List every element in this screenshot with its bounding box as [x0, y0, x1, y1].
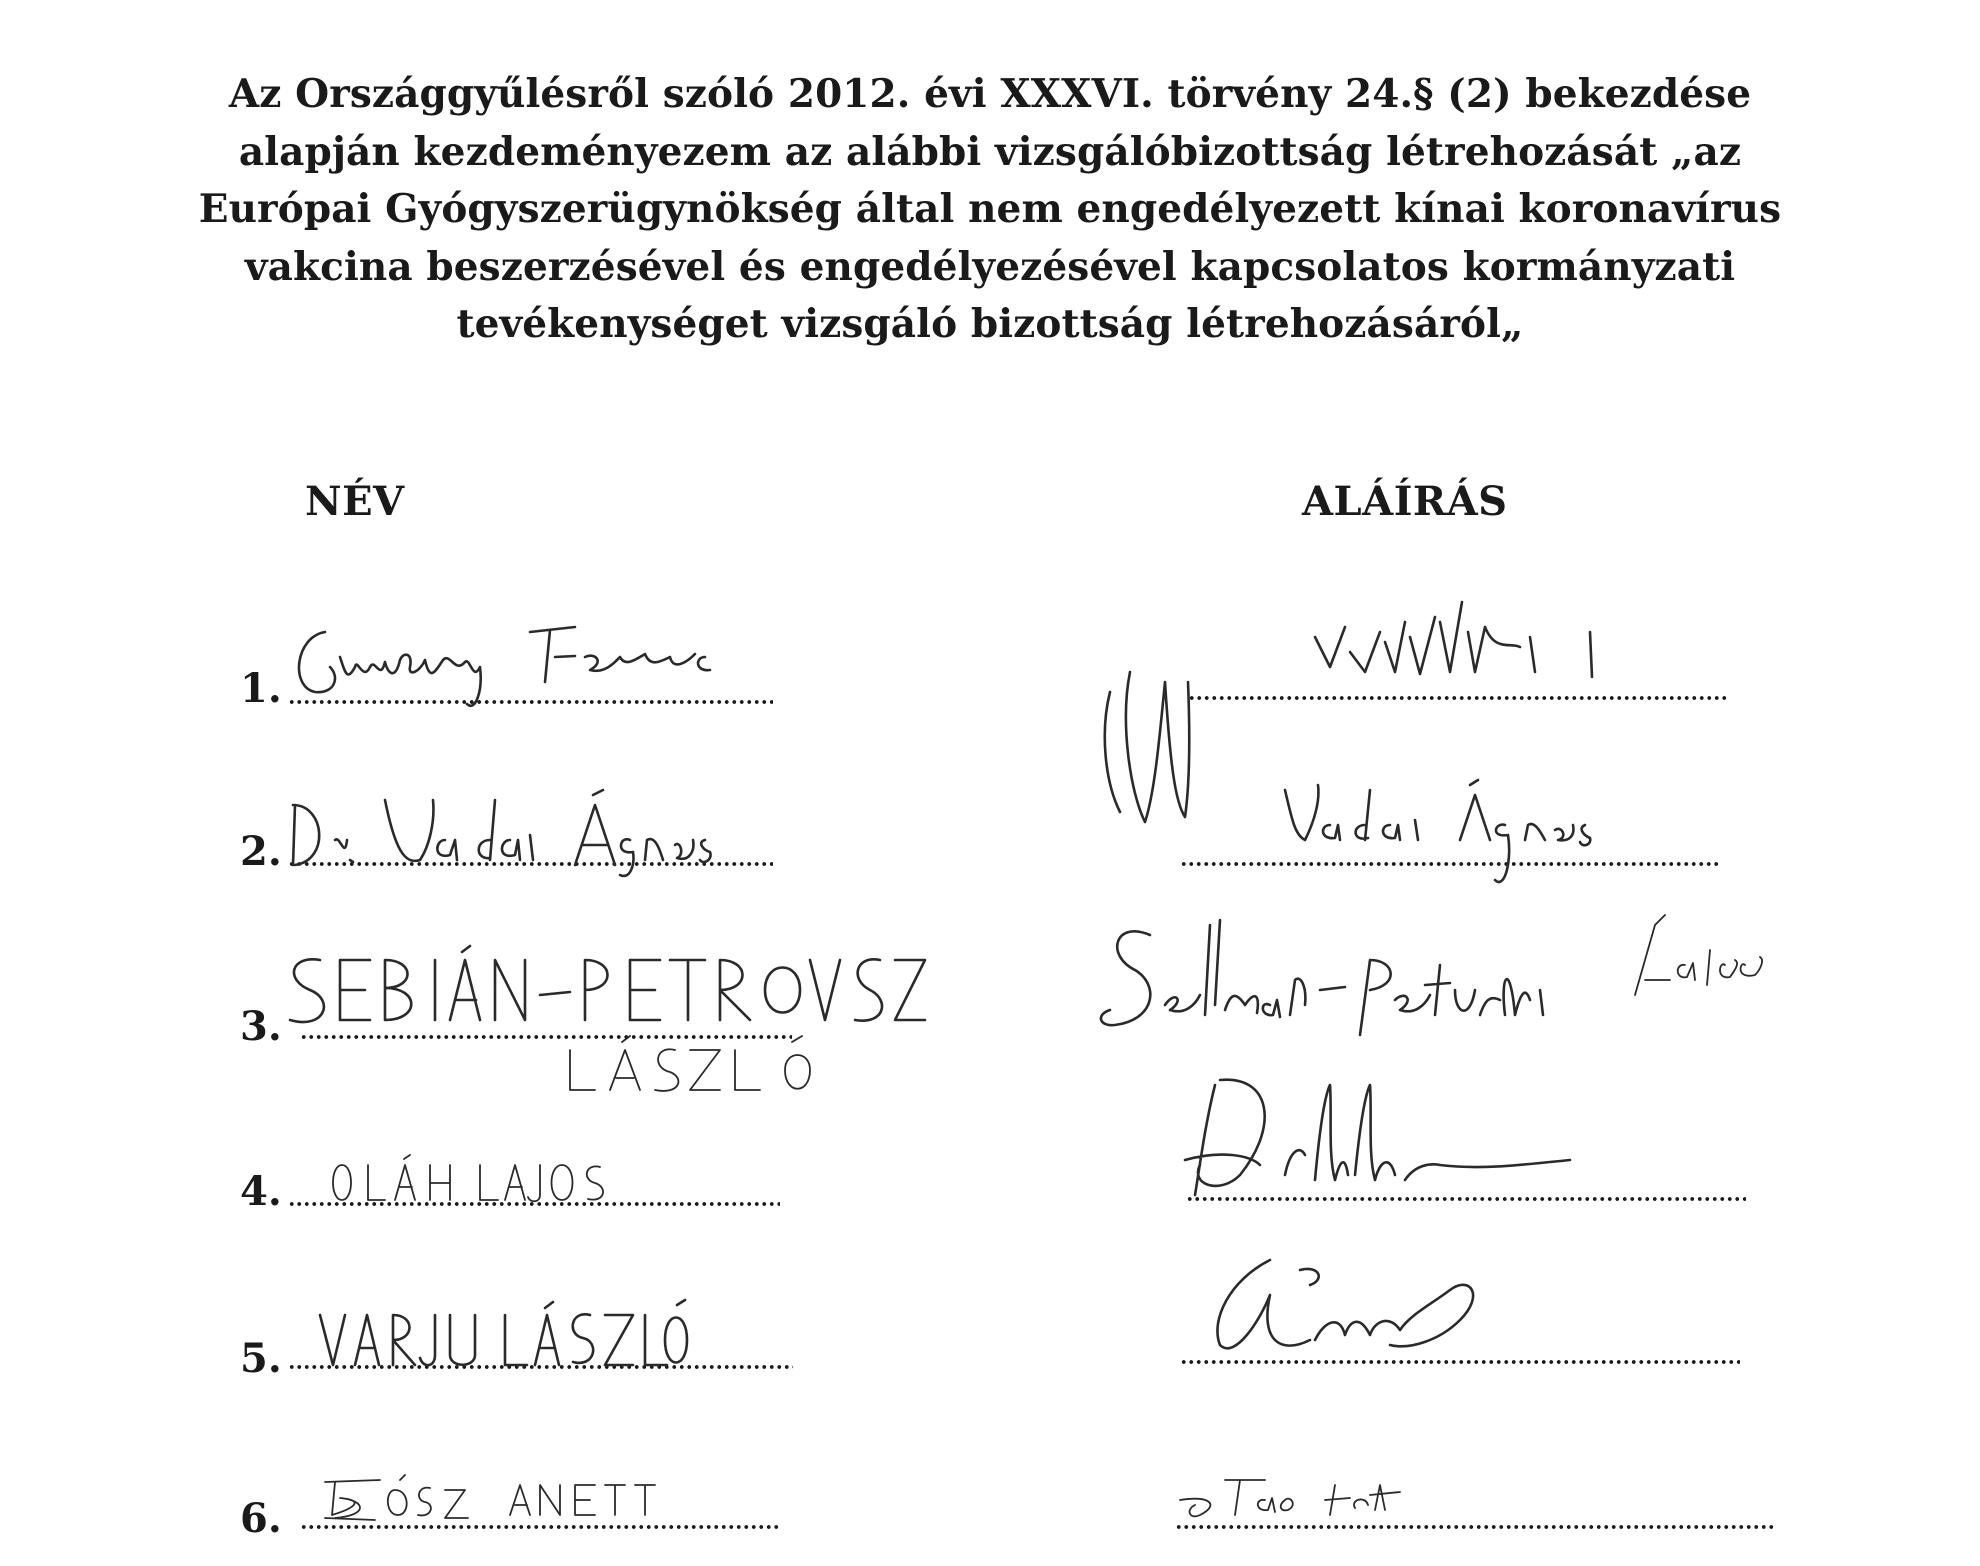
- handwritten-name: [285, 790, 785, 890]
- row-number: 1.: [240, 665, 282, 712]
- row-number: 5.: [240, 1335, 282, 1382]
- handwritten-signature: [1280, 780, 1680, 900]
- handwritten-signature: [1200, 1250, 1520, 1380]
- handwritten-name: [330, 1155, 650, 1215]
- handwritten-name: [285, 612, 805, 712]
- heading-line: Európai Gyógyszerügynökség által nem engedélyezett kínai koronavírus: [198, 186, 1782, 232]
- handwritten-signature: [1170, 1460, 1530, 1530]
- row-number: 3.: [240, 1003, 282, 1050]
- name-column-header: NÉV: [305, 478, 405, 525]
- heading-line: alapján kezdeményezem az alábbi vizsgálóbizottság létrehozását „az: [238, 128, 1742, 175]
- row-number: 4.: [240, 1168, 282, 1215]
- heading-line: Az Országgyűlésről szóló 2012. évi XXXVI. törvény 24.§ (2) bekezdése: [228, 71, 1752, 117]
- heading-line: tevékenységet vizsgáló bizottság létrehozásáról„: [456, 301, 1524, 347]
- row-number: 2.: [240, 828, 282, 875]
- heading-line: vakcina beszerzésével és engedélyezésével kapcsolatos kormányzati: [244, 243, 1736, 290]
- handwritten-name: [320, 1470, 680, 1530]
- handwritten-name: [280, 950, 930, 1100]
- document-heading: [150, 66, 1830, 354]
- signature-column-header: ALÁÍRÁS: [1302, 478, 1508, 525]
- handwritten-name: [315, 1300, 695, 1380]
- handwritten-signature: [1180, 1065, 1620, 1215]
- row-number: 6.: [240, 1495, 282, 1542]
- handwritten-signature: [1095, 905, 1875, 1055]
